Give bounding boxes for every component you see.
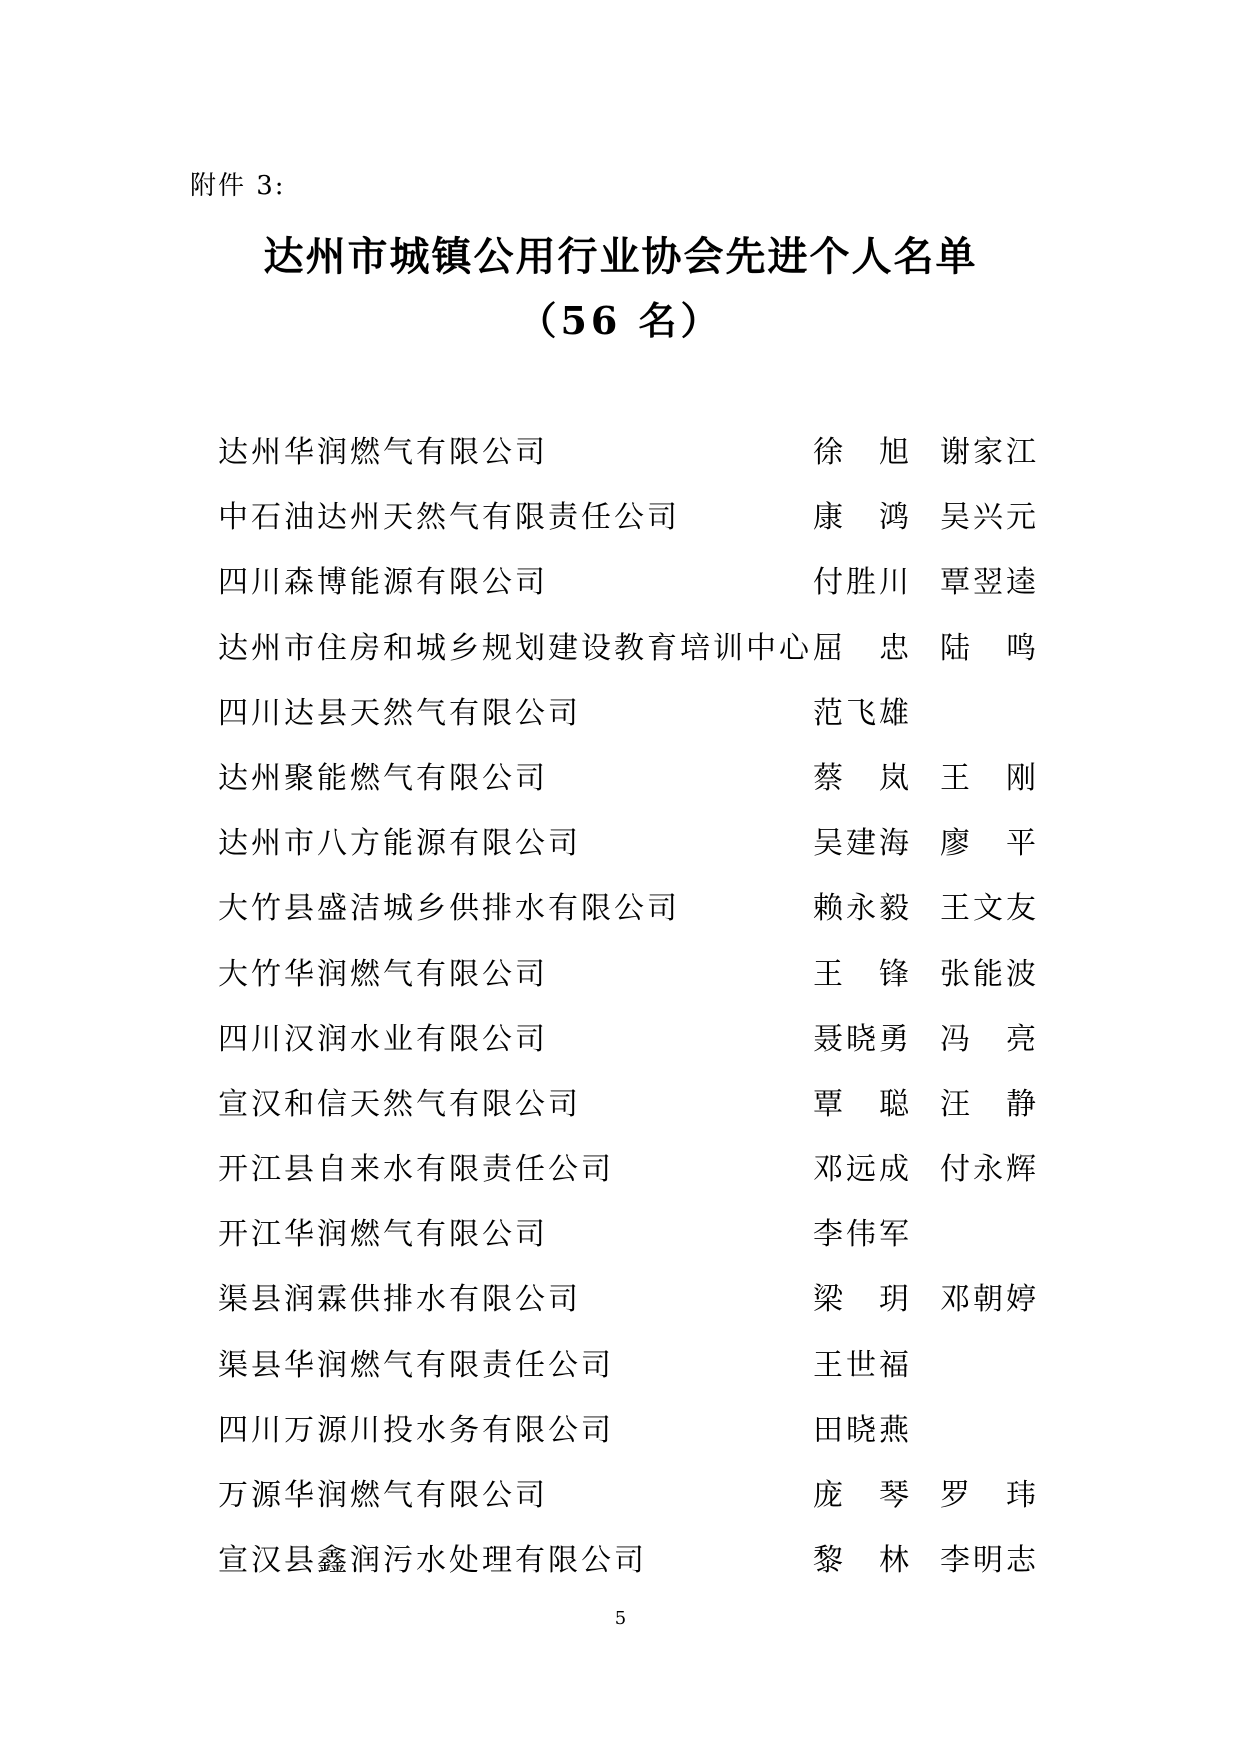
list-item <box>218 1463 1038 1528</box>
list-item <box>218 420 1038 485</box>
list-item <box>218 1202 1038 1267</box>
person-name: 吴兴元 <box>940 500 1036 536</box>
attachment-label: 附件 3: <box>190 171 286 201</box>
list-item <box>218 876 1038 941</box>
page-number: 5 <box>614 1608 627 1629</box>
company-name: 四川万源川投水务有限公司 <box>218 1412 614 1448</box>
company-name: 万源华润燃气有限公司 <box>218 1478 548 1513</box>
person-name: 付胜川 <box>813 565 909 601</box>
person-name: 庞 琴 <box>813 1478 909 1513</box>
list-item <box>218 1137 1038 1202</box>
list-item <box>218 681 1038 746</box>
person-name: 李伟军 <box>813 1217 909 1253</box>
company-name: 达州聚能燃气有限公司 <box>218 760 548 796</box>
list-item <box>218 1528 1038 1593</box>
person-name: 徐 旭 <box>813 435 909 470</box>
page-title: 达州市城镇公用行业协会先进个人名单 <box>263 233 978 280</box>
person-name: 覃 聪 <box>813 1086 909 1122</box>
person-name: 蔡 岚 <box>813 760 909 796</box>
person-name: 王文友 <box>940 891 1036 927</box>
honoree-list <box>218 420 1038 1593</box>
person-name: 赖永毅 <box>813 891 909 927</box>
person-name: 范飞雄 <box>813 695 909 731</box>
company-name: 开江县自来水有限责任公司 <box>218 1152 614 1188</box>
person-name: 王 锋 <box>813 956 909 992</box>
company-name: 大竹县盛洁城乡供排水有限公司 <box>218 891 680 927</box>
person-name: 吴建海 <box>813 826 909 862</box>
person-name: 田晓燕 <box>813 1412 909 1448</box>
person-name: 李明志 <box>940 1543 1036 1579</box>
company-name: 大竹华润燃气有限公司 <box>218 956 548 992</box>
list-item <box>218 1007 1038 1072</box>
list-item <box>218 746 1038 811</box>
list-item <box>218 550 1038 615</box>
company-name: 渠县华润燃气有限责任公司 <box>218 1347 614 1383</box>
company-name: 宣汉县鑫润污水处理有限公司 <box>218 1543 647 1579</box>
list-item <box>218 616 1038 681</box>
person-name: 付永辉 <box>940 1152 1036 1188</box>
person-name: 罗 玮 <box>940 1478 1036 1513</box>
person-name: 梁 玥 <box>813 1282 909 1318</box>
company-name: 宣汉和信天然气有限公司 <box>218 1086 581 1122</box>
company-name: 达州市住房和城乡规划建设教育培训中心 <box>218 630 812 666</box>
person-name: 王世福 <box>813 1347 909 1383</box>
company-name: 达州华润燃气有限公司 <box>218 435 548 470</box>
company-name: 四川汉润水业有限公司 <box>218 1021 548 1057</box>
list-item <box>218 942 1038 1007</box>
person-name: 张能波 <box>940 956 1036 992</box>
list-item <box>218 1072 1038 1137</box>
page-subtitle: （56 名） <box>518 298 723 343</box>
list-item <box>218 1267 1038 1332</box>
person-name: 聂晓勇 <box>813 1021 909 1057</box>
company-name: 中石油达州天然气有限责任公司 <box>218 500 680 536</box>
person-name: 王 刚 <box>940 760 1036 796</box>
person-name: 黎 林 <box>813 1543 909 1579</box>
person-name: 汪 静 <box>940 1086 1036 1122</box>
person-name: 邓朝婷 <box>940 1282 1036 1318</box>
company-name: 达州市八方能源有限公司 <box>218 826 581 862</box>
list-item <box>218 1333 1038 1398</box>
company-name: 开江华润燃气有限公司 <box>218 1217 548 1253</box>
person-name: 康 鸿 <box>813 500 909 536</box>
person-name: 屈 忠 <box>813 630 909 666</box>
person-name: 廖 平 <box>940 826 1036 862</box>
person-name: 邓远成 <box>813 1152 909 1188</box>
person-name: 陆 鸣 <box>940 630 1036 666</box>
company-name: 渠县润霖供排水有限公司 <box>218 1282 581 1318</box>
person-name: 覃翌逵 <box>940 565 1036 601</box>
person-name: 谢家江 <box>940 435 1036 470</box>
list-item <box>218 485 1038 550</box>
company-name: 四川达县天然气有限公司 <box>218 695 581 731</box>
company-name: 四川森博能源有限公司 <box>218 565 548 601</box>
list-item <box>218 1398 1038 1463</box>
list-item <box>218 811 1038 876</box>
person-name: 冯 亮 <box>940 1021 1036 1057</box>
